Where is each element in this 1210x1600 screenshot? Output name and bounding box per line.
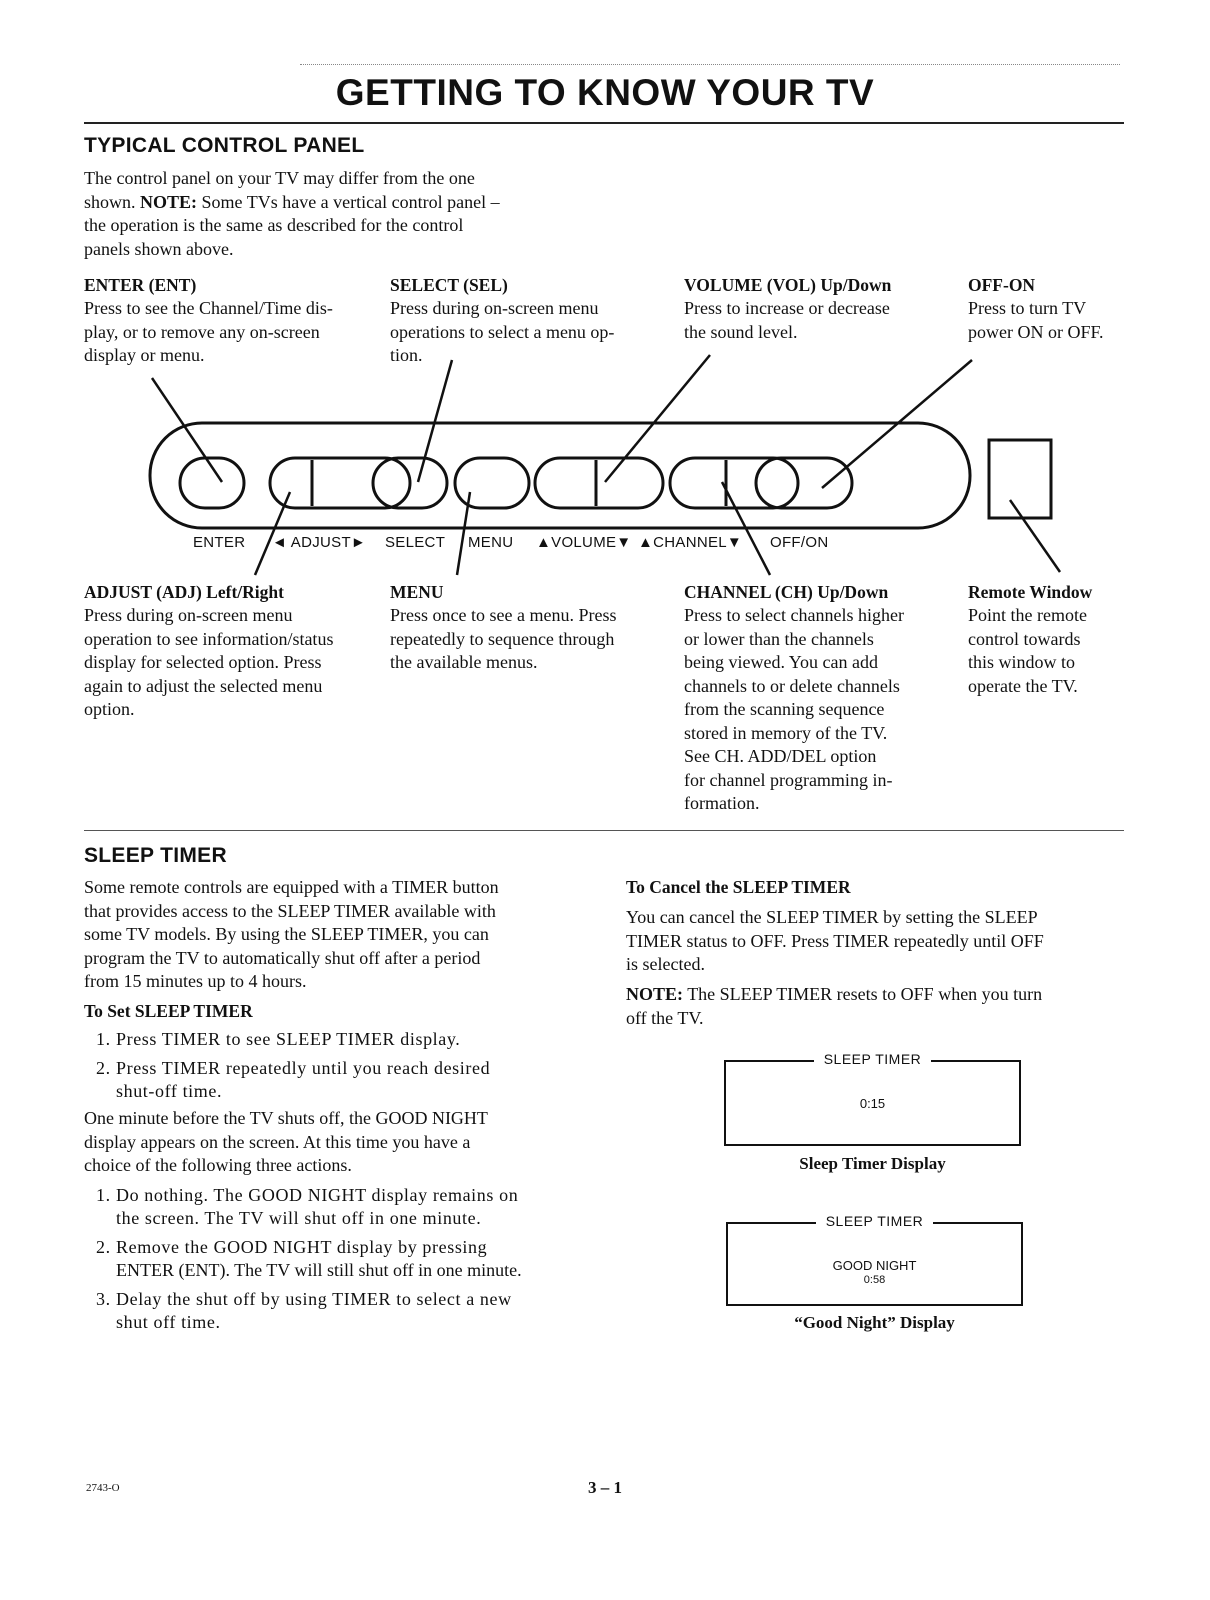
label-line: or lower than the channels bbox=[684, 628, 874, 649]
intro-line: One minute before the TV shuts off, the GOOD NIGHT bbox=[84, 1108, 488, 1128]
step-text: ENTER (ENT). The TV will still shut off in one minute. bbox=[116, 1260, 522, 1280]
offon-button-shape bbox=[756, 458, 852, 508]
intro-line: the operation is the same as described for the control bbox=[84, 215, 464, 235]
intro-line: display appears on the screen. At this time you have a bbox=[84, 1131, 471, 1152]
label-line: See CH. ADD/DEL option bbox=[684, 746, 877, 766]
goodnight-intro bbox=[84, 1107, 594, 1178]
step-number: 3. bbox=[96, 1289, 111, 1309]
label-line: display or menu. bbox=[84, 345, 205, 365]
label-line: Press to select channels higher bbox=[684, 605, 904, 625]
sleep-timer-display bbox=[724, 1051, 1021, 1146]
label-remote-window bbox=[968, 581, 1168, 698]
cancel-timer-heading: To Cancel the SLEEP TIMER bbox=[626, 877, 851, 897]
panel-label-enter: ENTER bbox=[193, 534, 246, 551]
note-text: The SLEEP TIMER resets to OFF when you turn bbox=[683, 984, 1043, 1004]
remote-window bbox=[989, 440, 1051, 518]
adjust-button-shape bbox=[270, 458, 410, 508]
step-number: 1. bbox=[96, 1029, 111, 1049]
label-line: Press during on-screen menu bbox=[390, 298, 599, 318]
page-title: GETTING TO KNOW YOUR TV bbox=[335, 72, 875, 113]
label-heading: ENTER (ENT) bbox=[84, 275, 197, 295]
label-line: operation to see information/status bbox=[84, 628, 334, 649]
intro-line: from 15 minutes up to 4 hours. bbox=[84, 971, 307, 991]
label-heading: ADJUST (ADJ) Left/Right bbox=[84, 582, 284, 602]
cancel-line: TIMER status to OFF. Press TIMER repeatedly until OFF bbox=[626, 930, 1044, 951]
pointer-select bbox=[418, 360, 452, 482]
display-title-text: SLEEP TIMER bbox=[816, 1213, 934, 1229]
note-line bbox=[626, 983, 1136, 1007]
label-heading: VOLUME (VOL) Up/Down bbox=[684, 275, 892, 295]
menu-button-shape bbox=[455, 458, 529, 508]
note-label: NOTE: bbox=[140, 191, 198, 212]
intro-line: panels shown above. bbox=[84, 238, 234, 259]
panel-label-channel: ▲CHANNEL▼ bbox=[638, 534, 743, 551]
label-line: Press to increase or decrease bbox=[684, 298, 890, 318]
label-line: operate the TV. bbox=[968, 675, 1078, 696]
display-title-text: SLEEP TIMER bbox=[814, 1051, 932, 1067]
label-line: formation. bbox=[684, 793, 760, 813]
label-line: the sound level. bbox=[684, 321, 798, 342]
cancel-line: is selected. bbox=[626, 954, 705, 974]
step-text: Remove the GOOD NIGHT display by pressing bbox=[116, 1237, 488, 1257]
label-line: Press during on-screen menu bbox=[84, 605, 293, 625]
label-line: Point the remote bbox=[968, 605, 1087, 625]
section-rule bbox=[84, 830, 1124, 831]
label-heading: CHANNEL (CH) Up/Down bbox=[684, 582, 889, 602]
label-heading: Remote Window bbox=[968, 582, 1093, 602]
display-value: 0:15 bbox=[859, 1096, 886, 1111]
label-line: from the scanning sequence bbox=[684, 699, 885, 719]
sleep-timer-display-caption: Sleep Timer Display bbox=[799, 1154, 946, 1173]
control-panel-diagram bbox=[0, 0, 1210, 600]
label-line: tion. bbox=[390, 345, 423, 365]
label-line: channels to or delete channels bbox=[684, 675, 900, 696]
step-item bbox=[84, 1184, 599, 1230]
label-line: Press to see the Channel/Time dis- bbox=[84, 298, 333, 318]
step-number: 2. bbox=[96, 1237, 111, 1257]
step-number: 1. bbox=[96, 1185, 111, 1205]
good-night-display-caption: “Good Night” Display bbox=[794, 1313, 955, 1332]
note-label: NOTE: bbox=[626, 984, 684, 1004]
display-title bbox=[728, 1213, 1021, 1231]
sleep-note bbox=[626, 983, 1136, 1030]
sleep-timer-heading: SLEEP TIMER bbox=[84, 844, 227, 867]
intro-line: program the TV to automatically shut off after a period bbox=[84, 947, 481, 968]
display-line: 0:58 bbox=[863, 1274, 886, 1286]
volume-button-shape bbox=[535, 458, 663, 508]
label-heading: OFF-ON bbox=[968, 275, 1036, 295]
step-text: Press TIMER to see SLEEP TIMER display. bbox=[116, 1029, 461, 1049]
intro-text: Some TVs have a vertical control panel – bbox=[197, 191, 500, 212]
panel-labels bbox=[0, 534, 1210, 558]
label-heading: MENU bbox=[390, 582, 444, 602]
label-line: display for selected option. Press bbox=[84, 652, 322, 672]
label-line: again to adjust the selected menu bbox=[84, 675, 323, 696]
label-line: repeatedly to sequence through bbox=[390, 628, 615, 649]
step-text: shut off time. bbox=[116, 1312, 221, 1332]
panel-label-volume: ▲VOLUME▼ bbox=[536, 534, 632, 551]
label-line: being viewed. You can add bbox=[684, 652, 878, 672]
display-line: GOOD NIGHT bbox=[832, 1258, 917, 1273]
note-line: off the TV. bbox=[626, 1007, 704, 1028]
step-item bbox=[84, 1236, 599, 1282]
channel-button-shape bbox=[670, 458, 798, 508]
label-channel bbox=[684, 581, 954, 816]
step-text: Delay the shut off by using TIMER to select a new bbox=[116, 1289, 512, 1309]
intro-line: some TV models. By using the SLEEP TIMER, you can bbox=[84, 924, 489, 944]
panel-label-select: SELECT bbox=[385, 534, 446, 551]
label-heading: SELECT (SEL) bbox=[390, 275, 508, 295]
label-line: operations to select a menu op- bbox=[390, 321, 615, 342]
cancel-line: You can cancel the SLEEP TIMER by setting the SLEEP bbox=[626, 907, 1038, 927]
step-text: Press TIMER repeatedly until you reach desired bbox=[116, 1058, 491, 1078]
label-line: stored in memory of the TV. bbox=[684, 722, 888, 743]
panel-body bbox=[150, 423, 970, 528]
page-number: 3 – 1 bbox=[588, 1478, 622, 1497]
label-line: for channel programming in- bbox=[684, 769, 893, 790]
label-line: play, or to remove any on-screen bbox=[84, 321, 320, 342]
intro-line: choice of the following three actions. bbox=[84, 1155, 352, 1175]
label-line: Press to turn TV bbox=[968, 298, 1087, 318]
label-menu bbox=[390, 581, 670, 675]
display-title bbox=[726, 1051, 1019, 1069]
step-text: Do nothing. The GOOD NIGHT display remains on bbox=[116, 1185, 519, 1205]
label-adjust bbox=[84, 581, 384, 722]
step-item bbox=[84, 1028, 594, 1051]
control-panel-heading: TYPICAL CONTROL PANEL bbox=[84, 134, 365, 157]
step-item bbox=[84, 1057, 594, 1103]
panel-label-menu: MENU bbox=[468, 534, 514, 551]
step-number: 2. bbox=[96, 1058, 111, 1078]
intro-line: The control panel on your TV may differ from the one bbox=[84, 168, 475, 188]
step-text: the screen. The TV will shut off in one minute. bbox=[116, 1208, 482, 1228]
set-timer-steps bbox=[84, 1028, 594, 1109]
label-line: power ON or OFF. bbox=[968, 321, 1104, 342]
intro-text: shown. bbox=[84, 191, 141, 212]
panel-label-offon: OFF/ON bbox=[770, 534, 829, 551]
label-line: Press once to see a menu. Press bbox=[390, 605, 617, 625]
cancel-timer-text bbox=[626, 906, 1136, 977]
set-timer-heading: To Set SLEEP TIMER bbox=[84, 1001, 253, 1021]
panel-label-adjust: ◄ ADJUST► bbox=[272, 534, 367, 551]
intro-line: that provides access to the SLEEP TIMER available with bbox=[84, 900, 496, 921]
step-item bbox=[84, 1288, 599, 1334]
label-line: option. bbox=[84, 699, 135, 719]
label-line: control towards bbox=[968, 628, 1081, 649]
doc-code: 2743-O bbox=[86, 1482, 120, 1494]
action-steps bbox=[84, 1184, 599, 1340]
pointer-volume bbox=[605, 355, 710, 482]
intro-line: Some remote controls are equipped with a TIMER button bbox=[84, 877, 499, 897]
label-line: this window to bbox=[968, 652, 1076, 672]
good-night-display bbox=[726, 1213, 1023, 1306]
step-text: shut-off time. bbox=[116, 1081, 223, 1101]
label-line: the available menus. bbox=[390, 652, 538, 672]
sleep-timer-intro bbox=[84, 876, 594, 994]
